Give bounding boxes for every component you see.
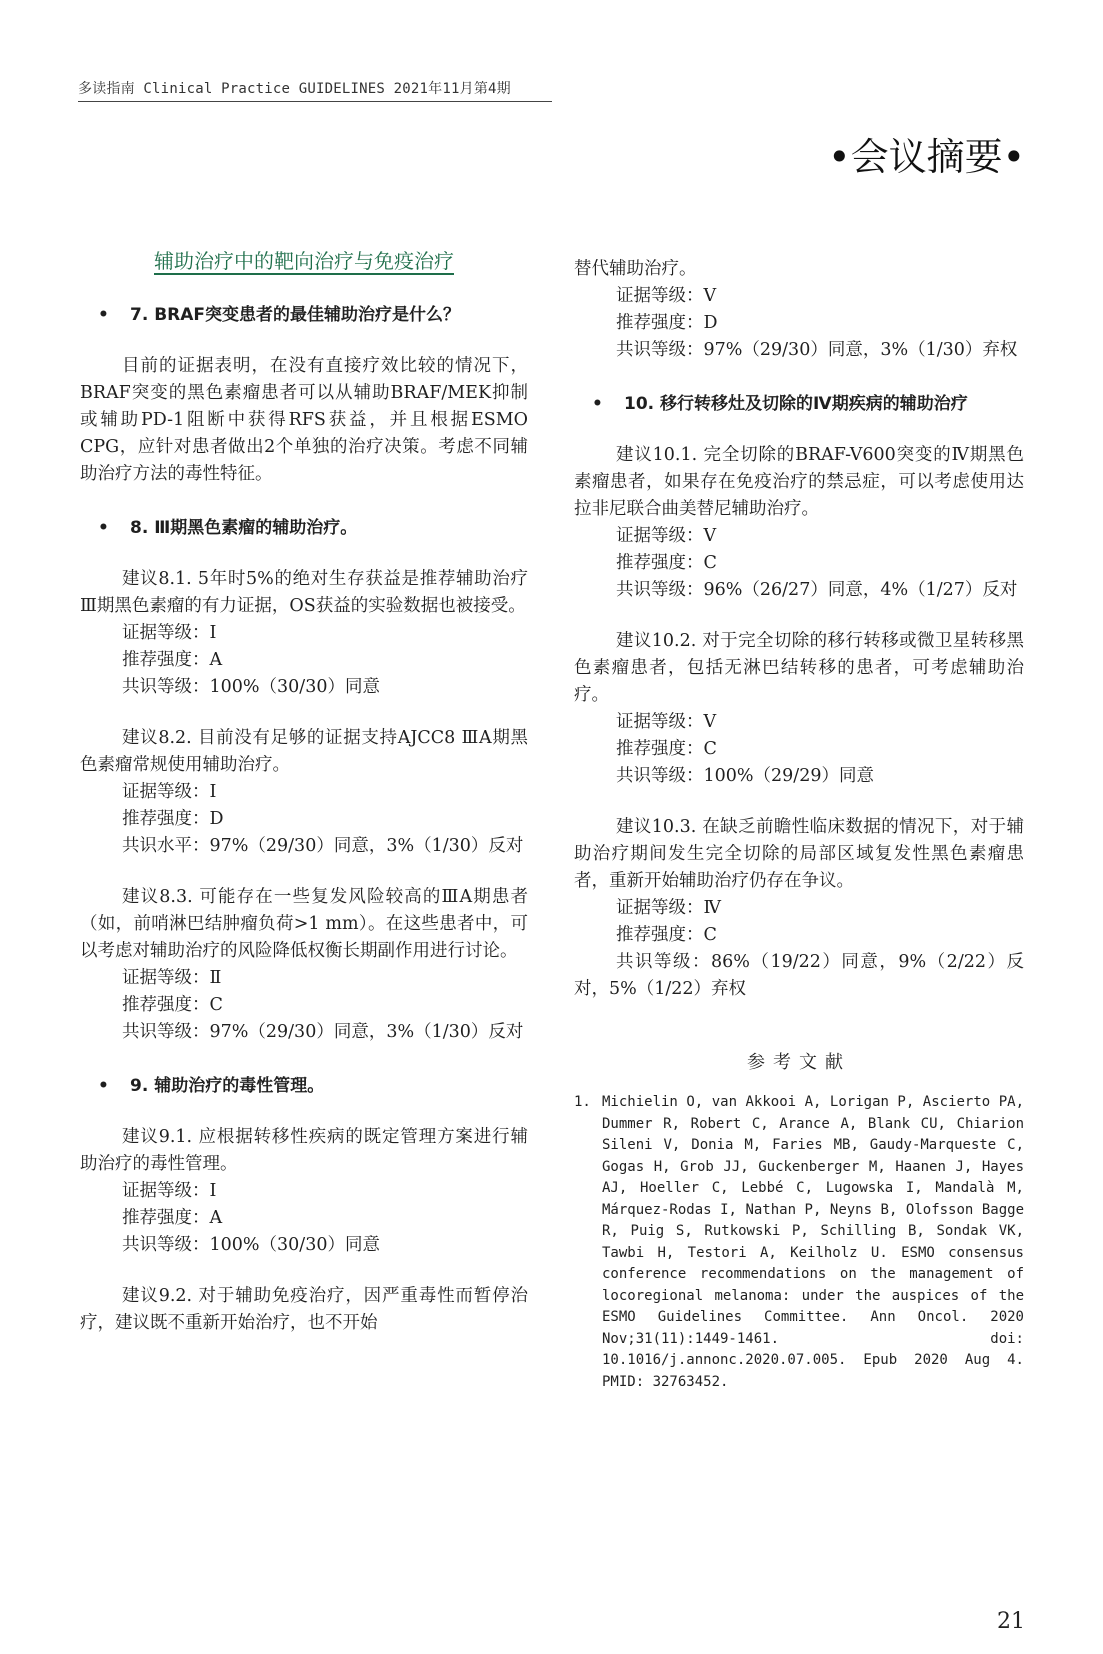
question-9-title: 9. 辅助治疗的毒性管理。 <box>130 1076 325 1096</box>
question-10-heading <box>574 390 1024 418</box>
evidence-level: 证据等级：Ⅳ <box>616 898 721 918</box>
page-number: 21 <box>997 1609 1025 1634</box>
reference-text: Michielin O, van Akkooi A, Lorigan P, Ascierto PA, Dummer R, Robert C, Arance A, Blank CU, Chiarion Sileni V, Donia M, Faries MB, Gaudy-Marqueste C, Gogas H, Grob JJ, Guckenberger M, Haanen J, Hayes AJ, Hoeller C, Lebbé C, Lugowska I, Mandalà M, Márquez-Rodas I, Nathan P, Neyns B, Olofsson Bagge R, Puig S, Rutkowski P, Schilling B, Sondak VK, Tawbi H, Testori A, Keilholz U. ESMO consensus conference recommendations on the management of locoregional melanoma: under the auspices of the ESMO Guidelines Committee. Ann Oncol. 2020 Nov;31(11):1449-1461. doi: 10.1016/j.annonc.2020.07.005. Epub 2020 Aug 4. PMID: 32763452. <box>602 1094 1024 1390</box>
right-column <box>574 256 1024 1393</box>
evidence-level: 证据等级：Ⅴ <box>616 712 717 732</box>
evidence-level: 证据等级：Ⅰ <box>122 1181 217 1201</box>
recommendation-8-3: 建议8.3. 可能存在一些复发风险较高的ⅢA期患者（如，前哨淋巴结肿瘤负荷>1 mm）。在这些患者中，可以考虑对辅助治疗的风险降低权衡长期副作用进行讨论。 <box>80 887 528 961</box>
evidence-level: 证据等级：Ⅰ <box>122 623 217 643</box>
consensus-level: 共识等级：100%（29/29）同意 <box>616 766 874 786</box>
consensus-level: 共识等级：86%（19/22）同意，9%（2/22）反对，5%（1/22）弃权 <box>574 952 1024 999</box>
evidence-level: 证据等级：Ⅴ <box>616 526 717 546</box>
consensus-level: 共识等级：97%（29/30）同意，3%（1/30）反对 <box>122 1022 524 1042</box>
references-heading: 参考文献 <box>747 1052 851 1073</box>
left-column <box>80 248 528 1337</box>
reference-item <box>574 1092 1024 1393</box>
recommendation-strength: 推荐强度：A <box>122 650 223 670</box>
recommendation-10-2: 建议10.2. 对于完全切除的移行转移或微卫星转移黑色素瘤患者，包括无淋巴结转移的患者，可考虑辅助治疗。 <box>574 631 1024 705</box>
recommendation-9-2: 建议9.2. 对于辅助免疫治疗，因严重毒性而暂停治疗，建议既不重新开始治疗，也不开始 <box>80 1286 528 1333</box>
recommendation-9-1: 建议9.1. 应根据转移性疾病的既定管理方案进行辅助治疗的毒性管理。 <box>80 1127 528 1174</box>
recommendation-strength: 推荐强度：D <box>616 313 718 333</box>
question-10-title: 10. 移行转移灶及切除的Ⅳ期疾病的辅助治疗 <box>624 394 968 414</box>
bullet-icon: • <box>98 305 109 325</box>
evidence-level: 证据等级：Ⅴ <box>616 286 717 306</box>
recommendation-strength: 推荐强度：D <box>122 809 224 829</box>
question-9-heading <box>80 1072 528 1100</box>
bullet-icon: • <box>98 1076 109 1096</box>
recommendation-strength: 推荐强度：C <box>616 925 717 945</box>
bullet-icon: • <box>98 518 109 538</box>
consensus-level: 共识等级：97%（29/30）同意，3%（1/30）弃权 <box>616 340 1018 360</box>
recommendation-strength: 推荐强度：C <box>616 739 717 759</box>
consensus-level: 共识水平：97%（29/30）同意，3%（1/30）反对 <box>122 836 524 856</box>
recommendation-10-3: 建议10.3. 在缺乏前瞻性临床数据的情况下，对于辅助治疗期间发生完全切除的局部区域复发性黑色素瘤患者，重新开始辅助治疗仍存在争议。 <box>574 817 1024 891</box>
section-title: 辅助治疗中的靶向治疗与免疫治疗 <box>154 249 454 273</box>
recommendation-10-1: 建议10.1. 完全切除的BRAF-V600突变的Ⅳ期黑色素瘤患者，如果存在免疫治疗的禁忌症，可以考虑使用达拉非尼联合曲美替尼辅助治疗。 <box>574 445 1024 519</box>
question-7-heading <box>80 301 528 329</box>
reference-number: 1. <box>574 1094 591 1110</box>
recommendation-strength: 推荐强度：C <box>122 995 223 1015</box>
bullet-icon: • <box>592 394 603 414</box>
recommendation-8-1: 建议8.1. 5年时5%的绝对生存获益是推荐辅助治疗Ⅲ期黑色素瘤的有力证据，OS获益的实验数据也被接受。 <box>80 569 528 616</box>
recommendation-strength: 推荐强度：C <box>616 553 717 573</box>
recommendation-8-2: 建议8.2. 目前没有足够的证据支持AJCC8 ⅢA期黑色素瘤常规使用辅助治疗。 <box>80 728 528 775</box>
recommendation-9-2-continued: 替代辅助治疗。 <box>574 259 697 279</box>
consensus-level: 共识等级：96%（26/27）同意，4%（1/27）反对 <box>616 580 1018 600</box>
question-8-title: 8. Ⅲ期黑色素瘤的辅助治疗。 <box>130 518 358 538</box>
evidence-level: 证据等级：Ⅰ <box>122 782 217 802</box>
recommendation-strength: 推荐强度：A <box>122 1208 223 1228</box>
consensus-level: 共识等级：100%（30/30）同意 <box>122 1235 380 1255</box>
journal-header: 多读指南 Clinical Practice GUIDELINES 2021年11月第4期 <box>78 78 552 102</box>
question-8-heading <box>80 514 528 542</box>
evidence-level: 证据等级：Ⅱ <box>122 968 222 988</box>
question-7-title: 7. BRAF突变患者的最佳辅助治疗是什么？ <box>130 305 461 325</box>
consensus-level: 共识等级：100%（30/30）同意 <box>122 677 380 697</box>
section-label: •会议摘要• <box>828 135 1025 179</box>
question-7-text: 目前的证据表明，在没有直接疗效比较的情况下，BRAF突变的黑色素瘤患者可以从辅助BRAF/MEK抑制或辅助PD-1阻断中获得RFS获益，并且根据ESMO CPG，应针对患者做出2个单独的治疗决策。考虑不同辅助治疗方法的毒性特征。 <box>80 356 528 484</box>
